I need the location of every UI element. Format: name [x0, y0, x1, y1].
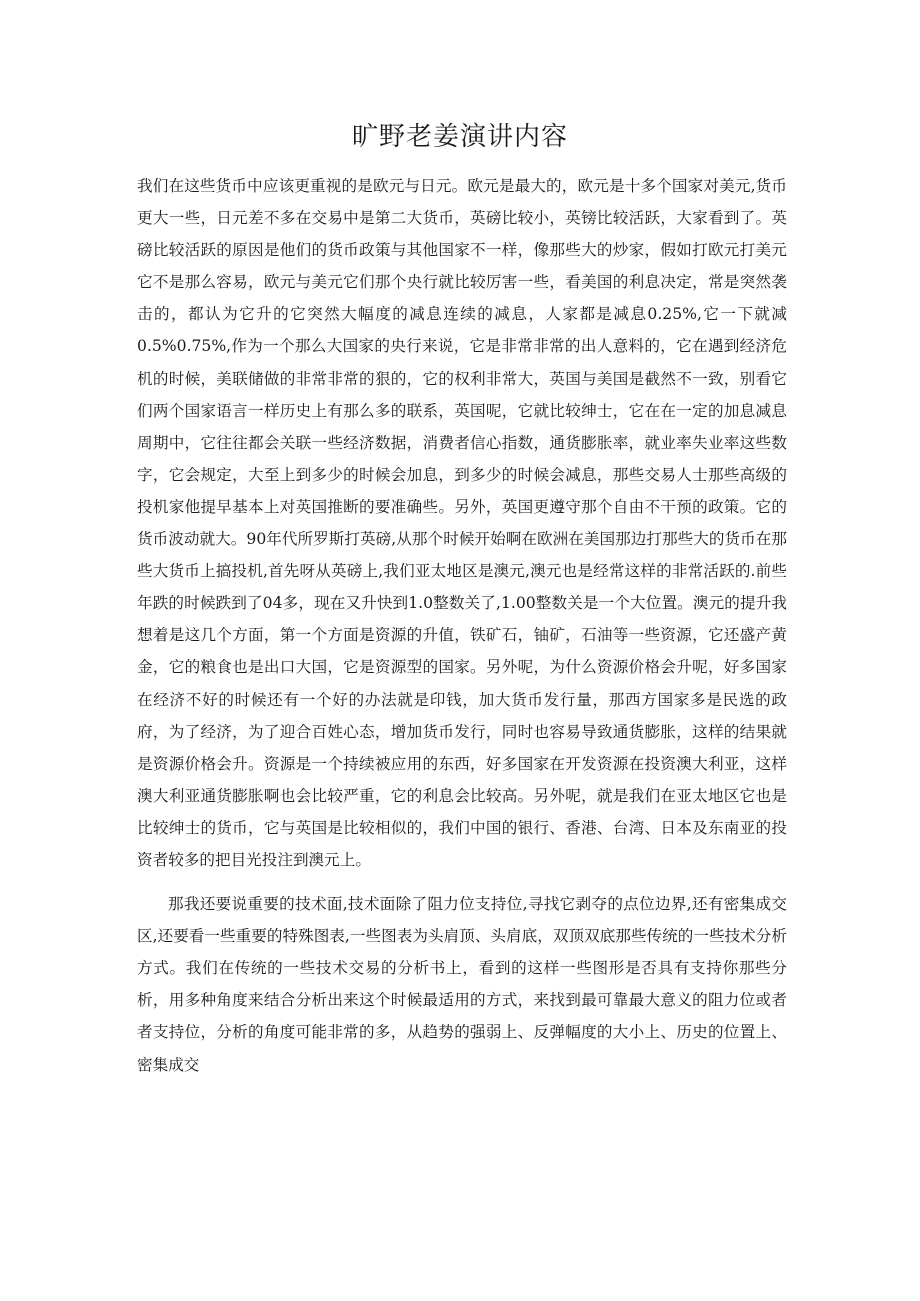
- document-body: [137, 170, 787, 1081]
- document-title: 旷野老姜演讲内容: [351, 122, 568, 152]
- paragraph-technical-analysis: 那我还要说重要的技术面,技术面除了阻力位支持位,寻找它剥夺的点位边界,还有密集成交区,还要看一些重要的特殊图表,一些图表为头肩顶、头肩底，双顶双底那些传统的一些技术分析方式。我们在传统的一些技术交易的分析书上，看到的这样一些图形是否具有支持你那些分析，用多种角度来结合分析出来这个时候最适用的方式，来找到最可靠最大意义的阻力位或者者支持位，分析的角度可能非常的多，从趋势的强弱上、反弹幅度的大小上、历史的位置上、密集成交: [137, 895, 787, 1074]
- paragraph-currencies: 我们在这些货币中应该更重视的是欧元与日元。欧元是最大的，欧元是十多个国家对美元,货币更大一些，日元差不多在交易中是第二大货币，英磅比较小，英镑比较活跃，大家看到了。英磅比较活跃的原因是他们的货币政策与其他国家不一样，像那些大的炒家，假如打欧元打美元它不是那么容易，欧元与美元它们那个央行就比较厉害一些，看美国的利息决定，常是突然袭击的，都认为它升的它突然大幅度的减息连续的减息，人家都是减息0.25%,它一下就减0.5%0.75%,作为一个那么大国家的央行来说，它是非常非常的出人意料的，它在遇到经济危机的时候，美联储做的非常非常的狠的，它的权利非常大，英国与美国是截然不一致，别看它们两个国家语言一样历史上有那么多的联系，英国呢，它就比较绅士，它在在一定的加息减息周期中，它往往都会关联一些经济数据，消费者信心指数，通货膨胀率，就业率失业率这些数字，它会规定，大至上到多少的时候会加息，到多少的时候会减息，那些交易人士那些高级的投机家他提早基本上对英国推断的要准确些。另外，英国更遵守那个自由不干预的政策。它的货币波动就大。90年代所罗斯打英磅,从那个时候开始啊在欧洲在美国那边打那些大的货币在那些大货币上搞投机,首先呀从英磅上,我们亚太地区是澳元,澳元也是经常这样的非常活跃的.前些年跌的时候跌到了04多，现在又升快到1.0整数关了,1.00整数关是一个大位置。澳元的提升我想着是这几个方面，第一个方面是资源的升值，铁矿石，铀矿，石油等一些资源，它还盛产黄金，它的粮食也是出口大国，它是资源型的国家。另外呢，为什么资源价格会升呢，好多国家在经济不好的时候还有一个好的办法就是印钱，加大货币发行量，那西方国家多是民选的政府，为了经济，为了迎合百姓心态，增加货币发行，同时也容易导致通货膨胀，这样的结果就是资源价格会升。资源是一个持续被应用的东西，好多国家在开发资源在投资澳大利亚，这样澳大利亚通货膨胀啊也会比较严重，它的利息会比较高。另外呢，就是我们在亚太地区它也是比较绅士的货币，它与英国是比较相似的，我们中国的银行、香港、台湾、日本及东南亚的投资者较多的把目光投注到澳元上。: [137, 177, 787, 869]
